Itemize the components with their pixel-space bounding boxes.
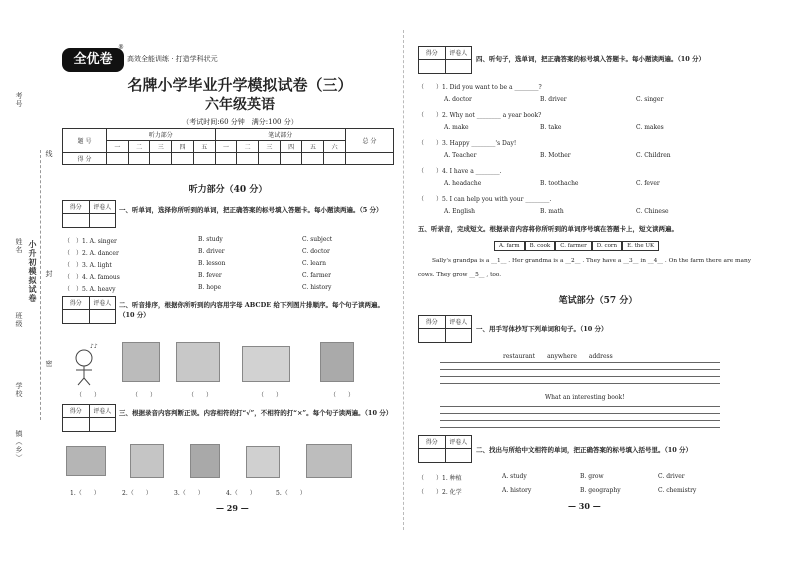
exam-title: 名牌小学毕业升学模拟试卷（三） <box>127 76 353 94</box>
grader-box <box>418 435 472 463</box>
option-a[interactable]: （ ）1. A. singer <box>64 238 117 245</box>
copy-words: restaurant anywhere address <box>503 353 613 360</box>
question-text: （ ）1. Did you want to be a ________? <box>418 84 542 91</box>
score-cell[interactable] <box>346 153 394 165</box>
listening-col: 四 <box>172 141 194 153</box>
grader-score-label: 得分 <box>63 201 90 213</box>
grader-box <box>418 315 472 343</box>
writing-part-label: 笔试部分 <box>215 129 345 141</box>
option-b[interactable]: B. Mother <box>540 152 571 159</box>
binding-dashed-line <box>40 150 41 420</box>
grader-score-label: 得分 <box>63 297 90 309</box>
exam-subtitle: 六年级英语 <box>205 97 275 113</box>
option-c[interactable]: C. Children <box>636 152 671 159</box>
score-cell[interactable] <box>128 153 150 165</box>
writing-col: 一 <box>215 141 237 153</box>
option-a[interactable]: （ ）4. A. famous <box>64 274 120 281</box>
listening-col: 一 <box>107 141 129 153</box>
class-label: 班级 <box>15 312 23 328</box>
grader-box <box>62 296 116 324</box>
list-item <box>64 284 394 296</box>
list-item <box>418 194 758 222</box>
option-c[interactable]: C. fever <box>636 180 660 187</box>
answer-blank[interactable]: 1.（ ） <box>70 490 100 497</box>
binding-margin <box>0 0 56 566</box>
list-item <box>418 166 758 194</box>
grader-box <box>62 200 116 228</box>
registered-mark: ® <box>118 44 124 51</box>
option-b[interactable]: B. lesson <box>198 260 226 267</box>
writing-col: 六 <box>324 141 346 153</box>
svg-text:♪♪: ♪♪ <box>90 343 98 350</box>
option-c[interactable]: C. chemistry <box>658 487 697 494</box>
option-c[interactable]: C. driver <box>658 473 685 480</box>
option-b[interactable]: B. take <box>540 124 562 131</box>
answer-blank[interactable]: （ ） <box>330 392 355 399</box>
writing-line[interactable] <box>440 427 720 428</box>
writing-line[interactable] <box>440 413 720 414</box>
score-row-label: 得 分 <box>63 153 107 165</box>
listening-col: 二 <box>128 141 150 153</box>
list-item <box>418 82 758 110</box>
answer-blank[interactable]: 2.（ ） <box>122 490 152 497</box>
copy-sentence: What an interesting book! <box>545 394 625 401</box>
writing-section-title: 笔试部分（57 分） <box>558 296 638 306</box>
question-text: （ ）2. 化学 <box>418 489 462 496</box>
answer-blank[interactable]: （ ） <box>188 392 213 399</box>
grader-name-label: 评卷人 <box>93 300 112 307</box>
answer-blank[interactable]: 5.（ ） <box>276 490 306 497</box>
list-item <box>64 248 394 260</box>
line-char-2: 封 <box>45 270 53 278</box>
option-a[interactable]: A. doctor <box>444 96 472 103</box>
option-a[interactable]: A. study <box>502 473 527 480</box>
question-4-items <box>418 82 758 222</box>
option-b[interactable]: B. geography <box>580 487 621 494</box>
answer-blank[interactable]: 3.（ ） <box>174 490 204 497</box>
option-b[interactable]: B. hope <box>198 284 222 291</box>
question-text: （ ）2. Why not ________ a year book? <box>418 112 542 119</box>
score-cell[interactable] <box>280 153 302 165</box>
picture-building <box>320 342 354 382</box>
option-a[interactable]: A. history <box>502 487 532 494</box>
picture-kids-playing <box>242 346 290 382</box>
question-text: （ ）4. I have a ________. <box>418 168 502 175</box>
question-5-head: 五、听录音，完成短文。根据录音内容将你所听到的单词序号填在答题卡上，短文读两遍。 <box>418 225 678 233</box>
grader-score-label: 得分 <box>419 436 446 448</box>
grader-name-cell[interactable] <box>90 418 116 432</box>
question-1-head: 一、听单词，选择你所听到的单词，把正确答案的标号填入答题卡。每小题读两遍。（5 分） <box>119 206 383 214</box>
name-label: 姓名 <box>15 238 23 254</box>
option-b[interactable]: B. toothache <box>540 180 579 187</box>
grader-score-cell[interactable] <box>63 310 90 324</box>
grader-score-cell[interactable] <box>63 214 90 228</box>
grader-name-cell[interactable] <box>90 310 116 324</box>
question-3-head: 三、根据录音内容判断正误。内容相符的打“√”，不相符的打“×”。每个句子读两遍。（10 分） <box>119 409 393 417</box>
writing-col: 二 <box>237 141 259 153</box>
option-a[interactable]: A. Teacher <box>444 152 477 159</box>
word-bank-item: A. farm <box>494 241 525 251</box>
answer-blank[interactable]: 4.（ ） <box>226 490 256 497</box>
score-table <box>62 128 394 165</box>
writing-line[interactable] <box>440 420 720 421</box>
series-title: 小升初模拟试卷 <box>28 240 38 303</box>
option-a[interactable]: （ ）2. A. dancer <box>64 250 119 257</box>
writing-col: 五 <box>302 141 324 153</box>
passage-line-2: cows. They grow __5__ , too. <box>418 272 502 278</box>
exam-number-label: 考号 <box>15 92 23 108</box>
picture-two-children <box>306 444 352 478</box>
option-a[interactable]: A. headache <box>444 180 482 187</box>
grader-score-label: 得分 <box>63 405 90 417</box>
grader-score-cell[interactable] <box>63 418 90 432</box>
listening-col: 三 <box>150 141 172 153</box>
option-a[interactable]: （ ）5. A. heavy <box>64 286 116 293</box>
score-cell[interactable] <box>259 153 281 165</box>
listening-col: 五 <box>193 141 215 153</box>
option-c[interactable]: C. makes <box>636 124 664 131</box>
listening-part-label: 听力部分 <box>107 129 216 141</box>
grader-score-label: 得分 <box>419 47 446 59</box>
option-b[interactable]: B. math <box>540 208 564 215</box>
picture-girl-saying <box>64 340 106 386</box>
score-cell[interactable] <box>107 153 129 165</box>
writing-line[interactable] <box>440 383 720 384</box>
option-b[interactable]: B. study <box>198 236 223 243</box>
page-divider <box>403 30 404 530</box>
answer-blank[interactable]: （ ） <box>132 392 157 399</box>
score-cell[interactable] <box>237 153 259 165</box>
option-a[interactable]: A. English <box>444 208 476 215</box>
grader-score-cell[interactable] <box>419 449 446 463</box>
score-cell[interactable] <box>302 153 324 165</box>
option-c[interactable]: C. Chinese <box>636 208 669 215</box>
answer-blank[interactable]: （ ） <box>258 392 283 399</box>
grader-name-label: 评卷人 <box>93 204 112 211</box>
question-text: （ ）5. I can help you with your ________. <box>418 196 552 203</box>
word-bank <box>494 241 659 251</box>
option-a[interactable]: A. make <box>444 124 469 131</box>
list-item <box>418 473 758 487</box>
picture-child-reading <box>176 342 220 382</box>
writing-col: 四 <box>280 141 302 153</box>
option-c[interactable]: C. farmer <box>302 272 331 279</box>
page-number-right: — 30 — <box>568 501 601 511</box>
writing-col: 三 <box>259 141 281 153</box>
passage-line-1: Sally's grandpa is a __1__ . Her grandma is a __2__ . They have a __3__ in __4__ . On the farm there are many <box>432 258 751 264</box>
grader-name-label: 评卷人 <box>449 439 468 446</box>
picture-landscape <box>66 446 106 476</box>
word-bank-item: B. cook <box>525 241 556 251</box>
line-char-3: 密 <box>45 360 53 368</box>
option-b[interactable]: B. grow <box>580 473 604 480</box>
question-text: （ ）1. 种植 <box>418 475 462 482</box>
school-label: 学校 <box>15 382 23 398</box>
grader-name-cell[interactable] <box>446 60 472 74</box>
picture-history-book <box>130 444 164 478</box>
town-label: 镇（乡） <box>15 430 23 462</box>
option-c[interactable]: C. history <box>302 284 332 291</box>
option-c[interactable]: C. subject <box>302 236 333 243</box>
writing-question-2-items <box>418 473 758 501</box>
line-char-1: 线 <box>45 150 53 158</box>
list-item <box>64 260 394 272</box>
brand-logo: 全优卷 <box>62 48 124 72</box>
grader-score-label: 得分 <box>419 316 446 328</box>
writing-question-2-head: 二、找出与所给中文相符的单词，把正确答案的标号填入括号里。（10 分） <box>476 446 693 454</box>
grader-box <box>418 46 472 74</box>
writing-line[interactable] <box>440 369 720 370</box>
option-c[interactable]: C. singer <box>636 96 664 103</box>
page-number-left: — 29 — <box>216 503 249 513</box>
writing-question-1-head: 一、用手写体抄写下列单词和句子。（10 分） <box>476 325 608 333</box>
grader-score-cell[interactable] <box>419 60 446 74</box>
grader-name-label: 评卷人 <box>449 50 468 57</box>
grader-name-label: 评卷人 <box>449 319 468 326</box>
list-item <box>418 110 758 138</box>
score-cell[interactable] <box>150 153 172 165</box>
answer-blank[interactable]: （ ） <box>76 392 101 399</box>
list-item <box>64 236 394 248</box>
picture-police-officer <box>190 444 220 478</box>
list-item <box>418 138 758 166</box>
question-text: （ ）3. Happy ________'s Day! <box>418 140 517 147</box>
question-number-label: 题 号 <box>63 129 107 153</box>
option-c[interactable]: C. doctor <box>302 248 330 255</box>
grader-score-cell[interactable] <box>419 329 446 343</box>
list-item <box>418 487 758 501</box>
list-item <box>64 272 394 284</box>
option-b[interactable]: B. driver <box>198 248 225 255</box>
grader-box <box>62 404 116 432</box>
score-cell[interactable] <box>193 153 215 165</box>
word-bank-item: D. corn <box>592 241 622 251</box>
option-c[interactable]: C. learn <box>302 260 326 267</box>
writing-line[interactable] <box>440 406 720 407</box>
writing-line[interactable] <box>440 362 720 363</box>
grader-name-cell[interactable] <box>446 329 472 343</box>
word-bank-item: E. the UK <box>622 241 659 251</box>
score-cell[interactable] <box>324 153 346 165</box>
grader-name-cell[interactable] <box>446 449 472 463</box>
picture-classroom <box>122 342 160 382</box>
option-a[interactable]: （ ）3. A. light <box>64 262 112 269</box>
question-1-options <box>64 236 394 296</box>
listening-section-title: 听力部分（40 分） <box>188 185 268 195</box>
score-cell[interactable] <box>215 153 237 165</box>
grader-name-cell[interactable] <box>90 214 116 228</box>
writing-line[interactable] <box>440 376 720 377</box>
question-4-head: 四、听句子，选单词，把正确答案的标号填入答题卡。每小题读两遍。（10 分） <box>476 55 706 63</box>
picture-bottles <box>246 446 280 478</box>
grader-name-label: 评卷人 <box>93 408 112 415</box>
total-score-label: 总 分 <box>346 129 394 153</box>
score-cell[interactable] <box>172 153 194 165</box>
word-bank-item: C. farmer <box>555 241 592 251</box>
exam-info: （考试时间:60 分钟 满分:100 分） <box>182 118 298 126</box>
question-2-head: 二、听音排序，根据你所听到的内容用字母 ABCDE 给下列图片排顺序。每个句子读两遍。（10 分） <box>119 301 384 319</box>
option-b[interactable]: B. driver <box>540 96 567 103</box>
brand-slogan: 高效全能训练 · 打造学科状元 <box>127 55 218 63</box>
option-b[interactable]: B. fever <box>198 272 222 279</box>
